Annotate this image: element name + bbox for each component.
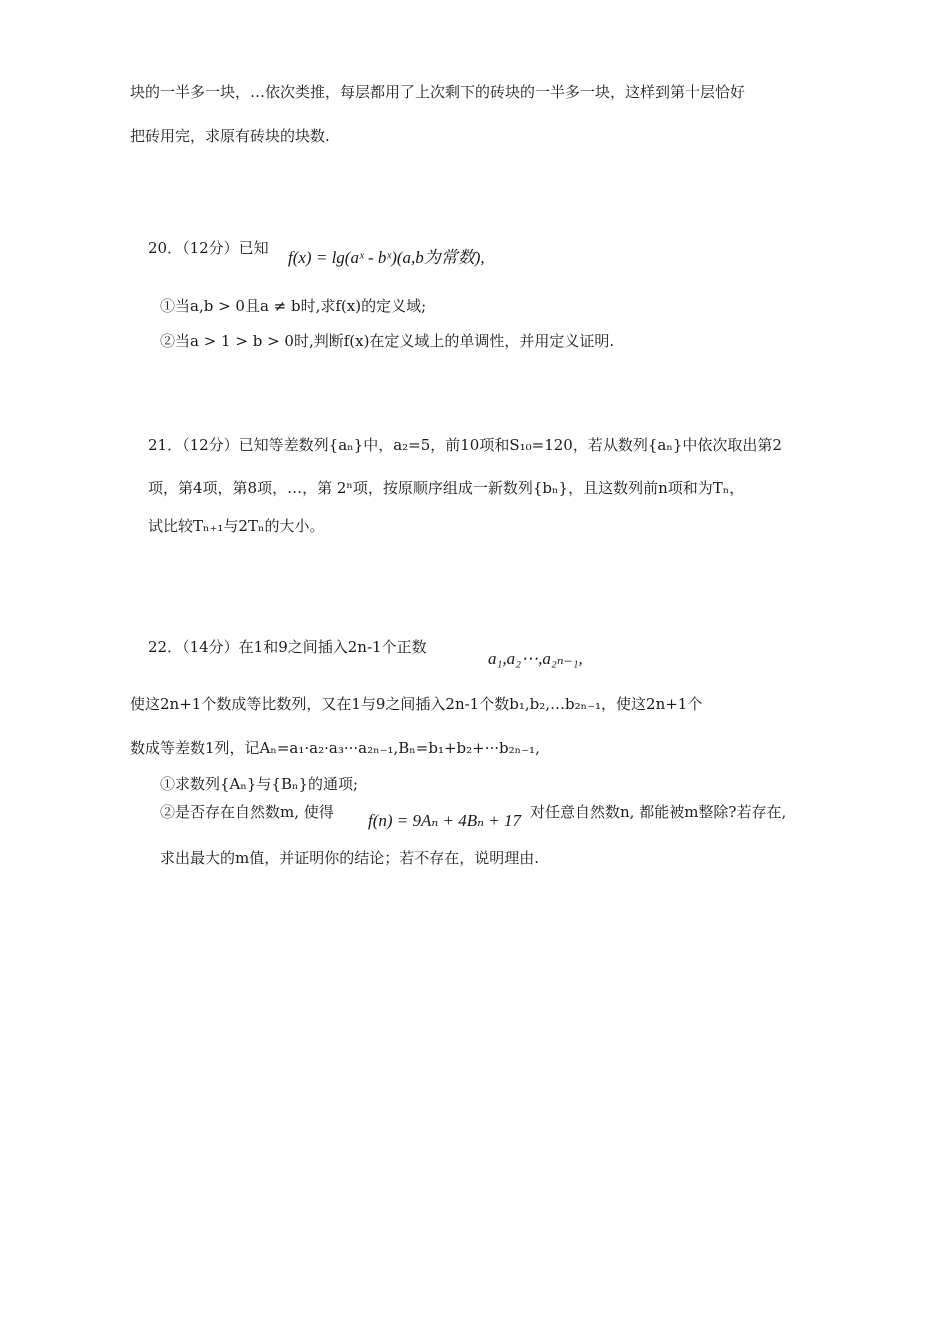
q20-formula: f(x) = lg(aˣ - bˣ)(a,b为常数), xyxy=(288,248,485,267)
q21-line-1: 21．（12分）已知等差数列{aₙ}中，a₂=5，前10项和S₁₀=120，若从数列{aₙ}中依次取出第2 xyxy=(148,436,782,454)
q22-line-3: 数成等差数1列，记Aₙ=a₁·a₂·a₃···a₂ₙ₋₁,Bₙ=b₁+b₂+···b₂ₙ₋₁, xyxy=(130,739,540,757)
q22-line-2: 使这2n+1个数成等比数列，又在1与9之间插入2n-1个数b₁,b₂,…b₂ₙ₋₁，使这2n+1个 xyxy=(130,695,703,713)
intro-line-1: 块的一半多一块，…依次类推，每层都用了上次剩下的砖块的一半多一块，这样到第十层恰好 xyxy=(130,83,746,101)
q22-formula: f(n) = 9Aₙ + 4Bₙ + 17 xyxy=(368,811,522,830)
q20-part-2: ②当a > 1 > b > 0时,判断f(x)在定义域上的单调性，并用定义证明. xyxy=(160,332,615,350)
q22-part-2c: 求出最大的m值，并证明你的结论；若不存在，说明理由. xyxy=(160,849,539,867)
q20-part-1: ①当a,b > 0且a ≠ b时,求f(x)的定义域; xyxy=(160,297,427,315)
q22-part-2a: ②是否存在自然数m, 使得 xyxy=(160,803,334,821)
q21-line-2: 项，第4项，第8项，…，第 2ⁿ项，按原顺序组成一新数列{bₙ}，且这数列前n项和为Tₙ， xyxy=(148,479,745,497)
q22-part-1: ①求数列{Aₙ}与{Bₙ}的通项; xyxy=(160,775,359,793)
q20-number: 20．（12分）已知 xyxy=(148,239,269,257)
q22-part-2b: 对任意自然数n, 都能被m整除?若存在, xyxy=(530,803,787,821)
q21-line-3: 试比较Tₙ₊₁与2Tₙ的大小。 xyxy=(148,517,325,535)
q22-line-1: 22．（14分）在1和9之间插入2n-1个正数 xyxy=(148,638,427,656)
q22-sequence: a₁,a₂⋯,a₂ₙ₋₁, xyxy=(488,649,583,668)
intro-line-2: 把砖用完，求原有砖块的块数. xyxy=(130,127,330,145)
